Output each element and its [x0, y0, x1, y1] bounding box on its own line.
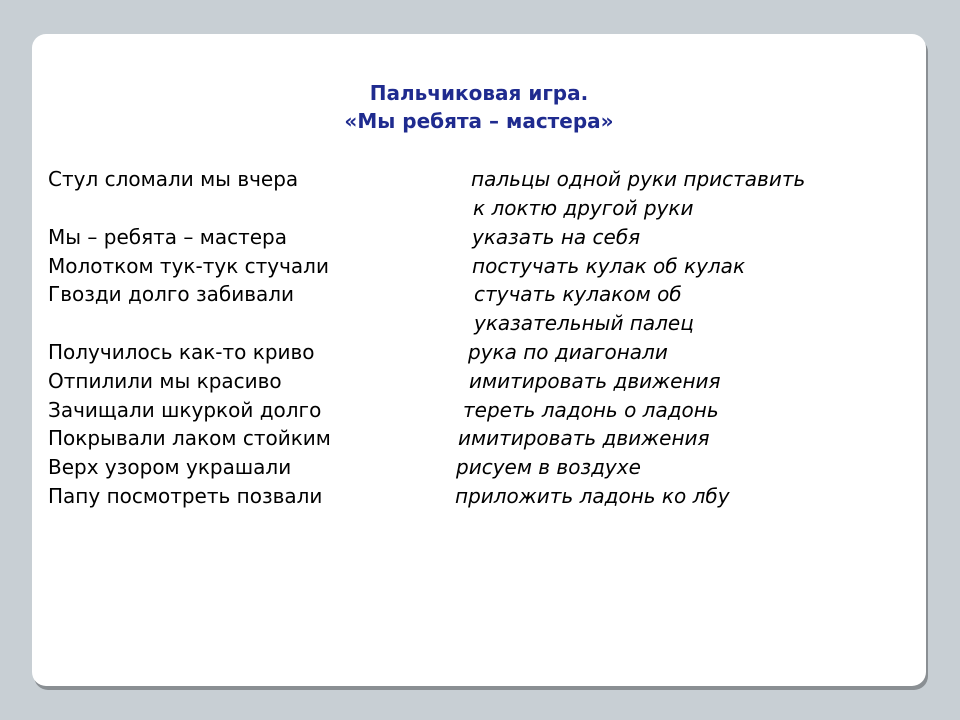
action-line: тереть ладонь о ладонь: [463, 398, 719, 422]
verse-line: Папу посмотреть позвали: [48, 484, 323, 508]
slide-title-line-1: Пальчиковая игра.: [369, 81, 589, 105]
action-line: постучать кулак об кулак: [472, 254, 746, 278]
action-line: к локтю другой руки: [473, 196, 694, 220]
verse-line: Стул сломали мы вчера: [48, 167, 299, 191]
action-line: пальцы одной руки приставить: [471, 167, 806, 191]
action-line: имитировать движения: [458, 426, 710, 450]
verse-line: Гвозди долго забивали: [48, 282, 295, 306]
verse-line: Молотком тук-тук стучали: [48, 254, 329, 278]
verse-line: Отпилили мы красиво: [48, 369, 282, 393]
action-line: стучать кулаком об: [474, 282, 682, 306]
verse-line: Получилось как-то криво: [48, 340, 315, 364]
action-line: приложить ладонь ко лбу: [455, 484, 730, 508]
action-line: имитировать движения: [469, 369, 721, 393]
verse-line: Верх узором украшали: [48, 455, 292, 479]
verse-line: Покрывали лаком стойким: [48, 426, 331, 450]
action-line: указательный палец: [474, 311, 694, 335]
action-line: указать на себя: [472, 225, 641, 249]
slide: [32, 34, 926, 686]
verse-line: Зачищали шкуркой долго: [48, 398, 322, 422]
action-line: рисуем в воздухе: [456, 455, 641, 479]
verse-line: Мы – ребята – мастера: [48, 225, 287, 249]
action-line: рука по диагонали: [468, 340, 668, 364]
slide-title-line-2: «Мы ребята – мастера»: [344, 109, 614, 133]
